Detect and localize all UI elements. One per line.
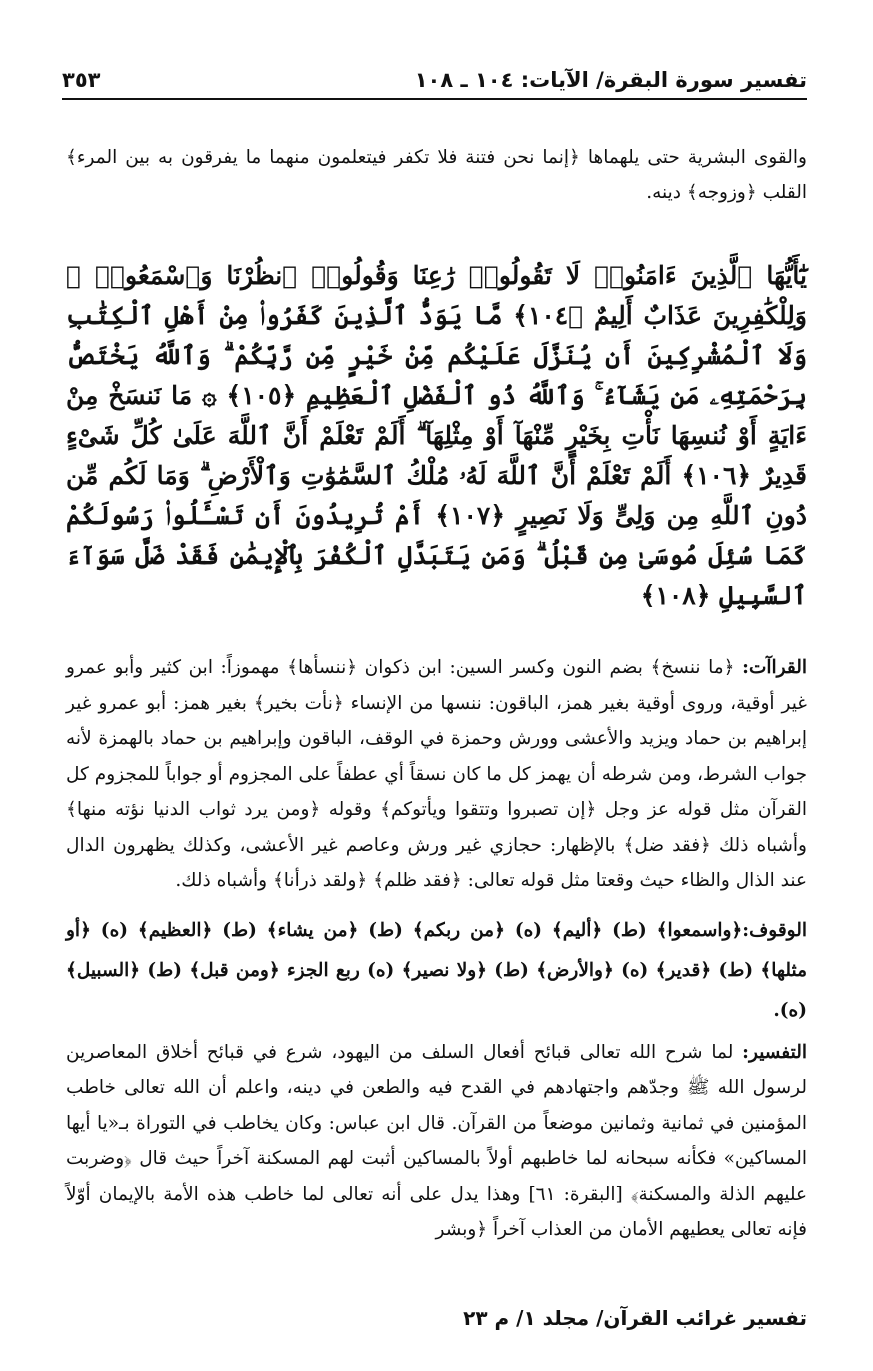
tafsir-label: التفسير: bbox=[742, 1041, 807, 1063]
tafsir-text: لما شرح الله تعالى قبائح أفعال السلف من اليهود، شرع في قبائح أخلاق المعاصرين لرسول الله ﷺ وجدّهم واجتهادهم في القدح فيه والطعن في دينه، واعلم أن الله تعالى خاطب المؤمنين في ثمانية وثمانين موضعاً من القرآن. قال ابن عباس: وكان يخاطب في التوراة بـ«يا أيها المساكين» فكأنه سبحانه لما خاطبهم أولاً بالمساكين أثبت لهم المسكنة آخراً حيث قال ﴿وضربت عليهم الذلة والمسكنة﴾ [البقرة: ٦١] وهذا يدل على أنه تعالى لما خاطب هذه الأمة بالإيمان أوّلاً فإنه تعالى يعطيهم الأمان من العذاب آخراً ﴿وبشر bbox=[66, 1041, 807, 1240]
wuquf-section bbox=[66, 911, 807, 1031]
qiraat-section bbox=[66, 650, 807, 899]
tafsir-section bbox=[66, 1035, 807, 1248]
footer-signature: تفسير غرائب القرآن/ مجلد ١/ م ٢٣ bbox=[463, 1306, 807, 1330]
wuquf-text: ﴿واسمعوا﴾ (ط) ﴿أليم﴾ (ه) ﴿من ربكم﴾ (ط) ﴿من يشاء﴾ (ط) ﴿العظيم﴾ (ه) ﴿أو مثلها﴾ (ط) ﴿قدير﴾ (ه) ﴿والأرض﴾ (ط) ﴿ولا نصير﴾ (ه) ربع الجزء ﴿ومن قبل﴾ (ط) ﴿السبيل﴾ (ه). bbox=[66, 919, 807, 1021]
page-body bbox=[66, 140, 807, 1248]
intro-paragraph: والقوى البشرية حتى يلهماها ﴿إنما نحن فتنة فلا تكفر فيتعلمون منهما ما يفرقون به بين المرء﴾ القلب ﴿وزوجه﴾ دينه. bbox=[66, 147, 807, 203]
running-header bbox=[62, 68, 807, 100]
page-number: ٣٥٣ bbox=[62, 68, 101, 92]
wuquf-label: الوقوف: bbox=[742, 919, 807, 941]
quran-verses: يَٰٓأَيُّهَا ٱلَّذِينَ ءَامَنُوا۟ لَا تَقُولُوا۟ رَٰعِنَا وَقُولُوا۟ ٱنظُرْنَا وَٱسْمَعُوا۟ ۗ وَلِلْكَٰفِرِينَ عَذَابٌ أَلِيمٌ ﴿١٠٤﴾ مَّا يَوَدُّ ٱلَّذِينَ كَفَرُوا۟ مِنْ أَهْلِ ٱلْكِتَٰبِ وَلَا ٱلْمُشْرِكِينَ أَن يُنَزَّلَ عَلَيْكُم مِّنْ خَيْرٍ مِّن رَّبِّكُمْ ۗ وَٱللَّهُ يَخْتَصُّ بِرَحْمَتِهِۦ مَن يَشَآءُ ۚ وَٱللَّهُ ذُو ٱلْفَضْلِ ٱلْعَظِيمِ ﴿١٠٥﴾ ۞ مَا نَنسَخْ مِنْ ءَايَةٍ أَوْ نُنسِهَا نَأْتِ بِخَيْرٍ مِّنْهَآ أَوْ مِثْلِهَآ ۗ أَلَمْ تَعْلَمْ أَنَّ ٱللَّهَ عَلَىٰ كُلِّ شَىْءٍ قَدِيرٌ ﴿١٠٦﴾ أَلَمْ تَعْلَمْ أَنَّ ٱللَّهَ لَهُۥ مُلْكُ ٱلسَّمَٰوَٰتِ وَٱلْأَرْضِ ۗ وَمَا لَكُم مِّن دُونِ ٱللَّهِ مِن وَلِىٍّ وَلَا نَصِيرٍ ﴿١٠٧﴾ أَمْ تُرِيدُونَ أَن تَسْـَٔلُوا۟ رَسُولَكُمْ كَمَا سُئِلَ مُوسَىٰ مِن قَبْلُ ۗ وَمَن يَتَبَدَّلِ ٱلْكُفْرَ بِٱلْإِيمَٰنِ فَقَدْ ضَلَّ سَوَآءَ ٱلسَّبِيلِ ﴿١٠٨﴾ bbox=[66, 261, 807, 610]
qiraat-label: القراآت: bbox=[742, 657, 807, 678]
qiraat-text: ﴿ما ننسخ﴾ بضم النون وكسر السين: ابن ذكوان ﴿ننسأها﴾ مهموزاً: ابن كثير وأبو عمرو غير أوقية، وروى أوقية بغير همز، الباقون: ننسها من الإنساء ﴿نأت بخير﴾ بغير همز: أبو عمرو غير إبراهيم بن حماد ويزيد والأعشى وورش وحمزة في الوقف، الباقون وإبراهيم بن حماد بالهمزة لأنه جواب الشرط، ومن شرطه أن يهمز كل ما كان نسقاً أي عطفاً على المجزوم أو جواباً للمجزوم كل القرآن مثل قوله عز وجل ﴿إن تصبروا وتتقوا ويأتوكم﴾ وقوله ﴿ومن يرد ثواب الدنيا نؤته منها﴾ وأشباه ذلك ﴿فقد ضل﴾ بالإظهار: حجازي غير ورش وعاصم غير الأعشى، وكذلك يظهرون الدال عند الذال والظاء حيث وقعتا مثل قوله تعالى: ﴿فقد ظلم﴾ ﴿ولقد ذرأنا﴾ وأشباه ذلك. bbox=[66, 657, 807, 891]
header-title: تفسير سورة البقرة/ الآيات: ١٠٤ ـ ١٠٨ bbox=[414, 68, 807, 92]
